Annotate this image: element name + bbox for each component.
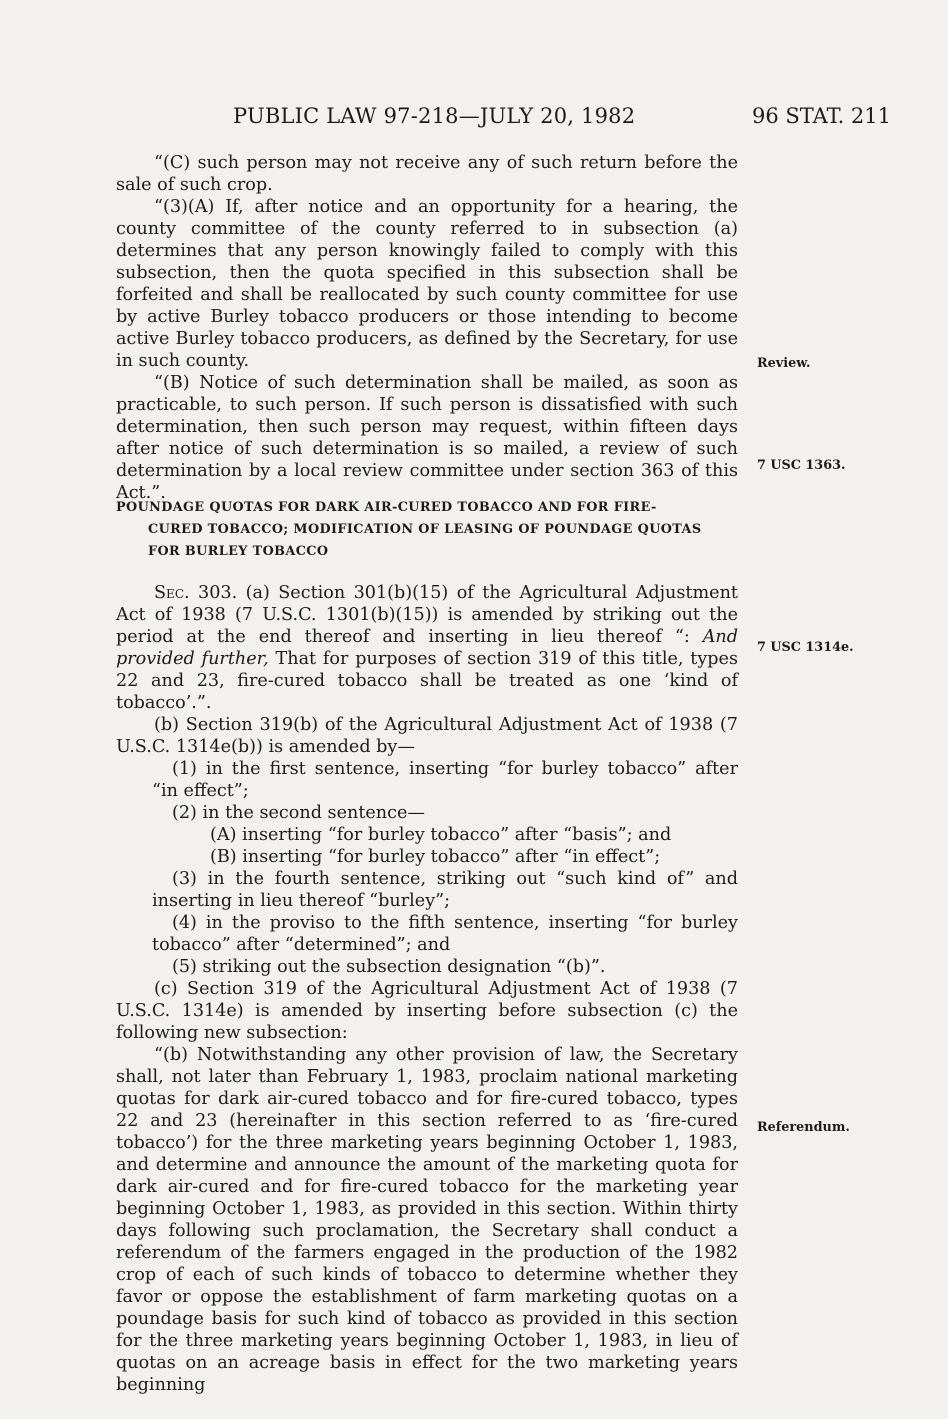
margin-note-referendum: Referendum. xyxy=(757,1120,850,1135)
page-stat-number: 96 STAT. 211 xyxy=(752,104,892,128)
section-heading-line-3: FOR BURLEY TOBACCO xyxy=(148,544,329,559)
sec303-b2b: (B) inserting “for burley tobacco” after “in effect”; xyxy=(210,847,661,867)
section-heading-line-2: CURED TOBACCO; MODIFICATION OF LEASING OF POUNDAGE QUOTAS xyxy=(148,522,702,537)
sec303-c: (c) Section 319 of the Agricultural Adjustment Act of 1938 (7 U.S.C. 1314e) is amended by inserting before subsection (c) the following new subsection: xyxy=(116,979,738,1043)
paragraph-c: “(C) such person may not receive any of such return before the sale of such crop. xyxy=(116,153,738,195)
sec303-b1: (1) in the first sentence, inserting “for burley tobacco” after “in effect”; xyxy=(152,759,738,801)
section-heading-line-1: POUNDAGE QUOTAS FOR DARK AIR-CURED TOBACCO AND FOR FIRE- xyxy=(116,500,657,515)
sec303-b2a: (A) inserting “for burley tobacco” after “basis”; and xyxy=(210,825,672,845)
paragraph-3a: “(3)(A) If, after notice and an opportunity for a hearing, the county committee of the county referred to in subsection (a) determines that any person knowingly failed to comply with this subsection, then the quota specified in this subsection shall be forfeited and shall be reallocated by such county committee for use by active Burley tobacco producers or those intending to become active Burley tobacco producers, as defined by the Secretary, for use in such county. xyxy=(116,197,738,371)
margin-note-7usc1363: 7 USC 1363. xyxy=(757,458,846,473)
sec303-b4: (4) in the proviso to the fifth sentence, inserting “for burley tobacco” after “determined”; and xyxy=(152,913,738,955)
paragraph-b-notice: “(B) Notice of such determination shall be mailed, as soon as practicable, to such person. If such person is dissatisfied with such determination, then such person may request, within fifteen days after notice of such determination is so mailed, a review of such determination by a local review committee under section 363 of this Act.”. xyxy=(116,373,738,503)
text-block-sec303 xyxy=(116,582,738,1396)
sec303-b2: (2) in the second sentence— xyxy=(172,803,425,823)
section-heading xyxy=(116,497,738,563)
sec303-b3: (3) in the fourth sentence, striking out “such kind of” and inserting in lieu thereof “burley”; xyxy=(152,869,738,911)
running-header-title: PUBLIC LAW 97-218—JULY 20, 1982 xyxy=(233,104,636,128)
text-block-1 xyxy=(116,152,738,504)
sec-label: Sec xyxy=(154,583,184,603)
sec303-new-b: “(b) Notwithstanding any other provision of law, the Secretary shall, not later than February 1, 1983, proclaim national marketing quotas for dark air-cured tobacco and for fire-cured tobacco, types 22 and 23 (hereinafter in this section referred to as ‘fire-cured tobacco’) for the three marketing years beginning October 1, 1983, and determine and announce the amount of the marketing quota for dark air-cured and for fire-cured tobacco for the marketing year beginning October 1, 1983, as provided in this section. Within thirty days following such proclamation, the Secretary shall conduct a referendum of the farmers engaged in the production of the 1982 crop of each of such kinds of tobacco to determine whether they favor or oppose the establishment of farm marketing quotas on a poundage basis for such kind of tobacco as provided in this section for the three marketing years beginning October 1, 1983, in lieu of quotas on an acreage basis in effect for the two marketing years beginning xyxy=(116,1045,738,1395)
sec303-b: (b) Section 319(b) of the Agricultural Adjustment Act of 1938 (7 U.S.C. 1314e(b)) is amended by— xyxy=(116,715,738,757)
sec303-a: Sec. 303. (a) Section 301(b)(15) of the Agricultural Adjustment Act of 1938 (7 U.S.C. 1301(b)(15)) is amended by striking out the period at the end thereof and inserting in lieu thereof “: And provided further, That for purposes of section 319 of this title, types 22 and 23, fire-cured tobacco shall be treated as one ‘kind of tobacco’.”. xyxy=(116,583,738,713)
margin-note-7usc1314e: 7 USC 1314e. xyxy=(757,640,854,655)
margin-note-review: Review. xyxy=(757,356,811,371)
sec303-b5: (5) striking out the subsection designation “(b)”. xyxy=(172,957,606,977)
